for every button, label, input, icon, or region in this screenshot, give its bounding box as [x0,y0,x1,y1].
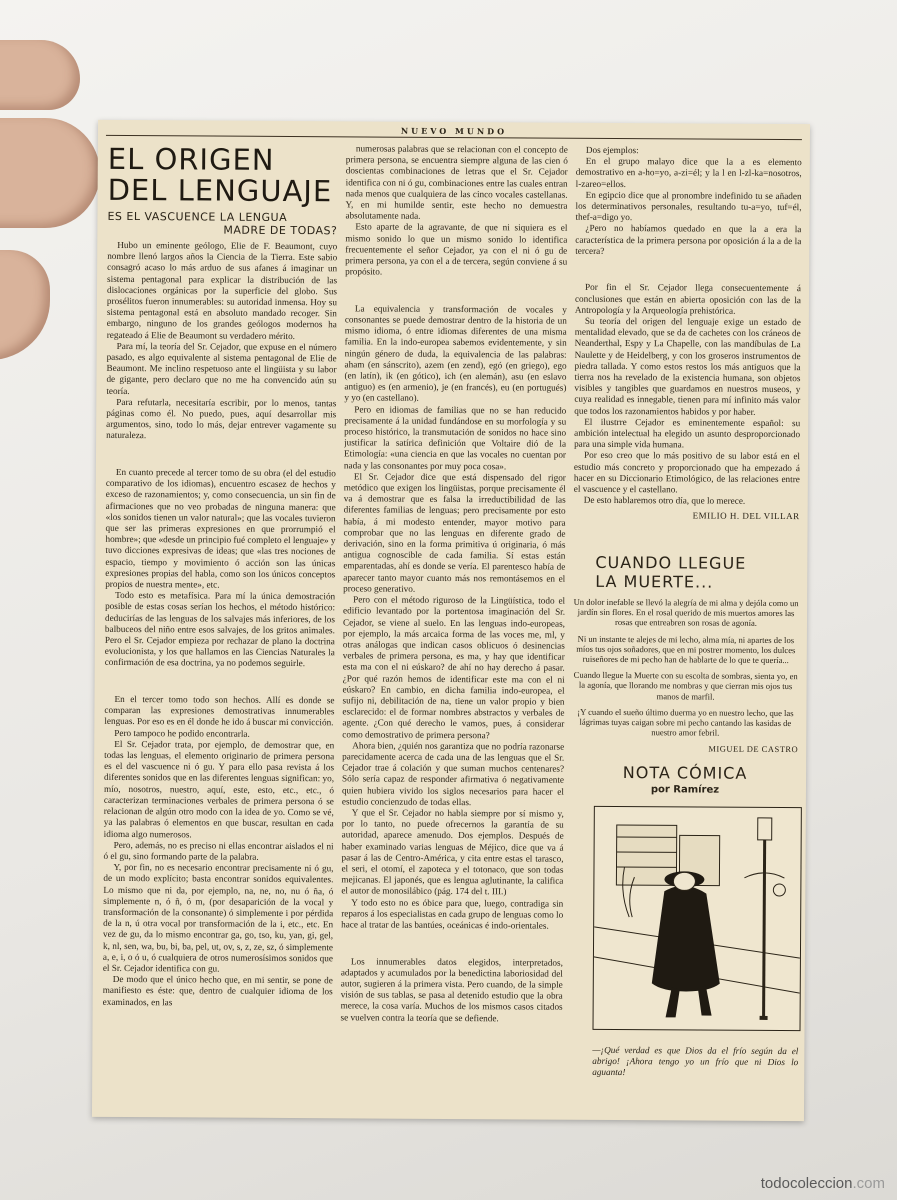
article-column-2 [340,143,568,1114]
comic-drawing [594,807,801,1030]
article-paragraph: El ilustrre Cejador es eminentemente español: su ambición intelectual ha elegido un asunto desproporcionado para una simple vida humana. [574,416,801,450]
finger [0,118,100,228]
article-paragraph: Para refutarla, necesitaría escribir, por lo menos, tantas páginas como él. No puedo, pues, aquí desarrollar mis argumentos, sino, todo lo más, dejar entrever vagamente su naturaleza. [106,396,337,441]
article-title-line: DEL LENGUAJE [107,172,333,209]
paragraph-gap [105,678,335,686]
article-subtitle-line: MADRE DE TODAS? [223,223,338,238]
finger [0,250,50,360]
article-paragraph: En el grupo malayo dice que la a es elemento demostrativo en a-ho=yo, a-zi=él; y la l en l-zl-ka=nosotros, l-zareo=ellos. [575,156,802,189]
article-paragraph: En el tercer tomo todo son hechos. Allí es donde se comparan las expresiones demostrativas innumerables lenguas. Por eso es en él donde he ido á buscar mi convicción. [104,694,335,728]
article-paragraph: Y, por fin, no es necesario encontrar precisamente ni ó gu, de un modo explícito; basta encontrar sonidos equivalentes. Lo mismo que ni da, por ejemplo, na, ne, no, nu ó ña, ó simplemente n, ó ñ, ó m, (por desaparición de la vocal y transformación de la consonante) ó simplemente i por pérdida de la n, ú otra vocal por transformación de la i, etc., etc. En vez de gu, da lo mismo encontrar ga, go, tso, ku, yan, gi, gel, k, nl, sen, wa, bu, bi, ba, pel, ut, ov, s, z, ze, sz, ó simplemente a, e, i, o ó u, ó cualquiera de otros numerosísimos sonidos que el Sr. Cejador identifica con gu. [102,862,334,974]
newspaper-clipping [92,120,810,1121]
article-paragraph: El Sr. Cejador trata, por ejemplo, de demostrar que, en todas las lenguas, el elemento originario de primera persona es el del vascuence ni ó gu. Y para ello pasa revista á los diferentes sonidos que en las diferentes lenguas significan: yo, mío, nosotros, nuestro, aquí, este, esto, etc., etc., ó caracterizan terminaciones verbales de primera persona ó se relacionan de algún otro modo con la idea de yo. Como se vé, ya las palabras ó elementos en que buscar, resultan en cada idioma algo numerosos. [103,738,335,839]
poem [572,551,799,755]
watermark-suffix: .com [852,1175,885,1192]
article-paragraph: En egipcio dice que al pronombre indefinido tu se añaden los determinativos personales, resultando tu-a=yo, tuf=él, thef-a=digo yo. [575,189,802,223]
article-paragraph: ¿Pero no habíamos quedado en que la a era la característica de la primera persona por oposición á la a de la tercera? [575,223,802,256]
poem-title-line: LA MUERTE... [595,571,714,592]
finger [0,40,80,110]
poem-stanza: Un dolor inefable se llevó la alegría de mi alma y dejóla como un jardín sin flores. En el rosal querido de mis muertos amores las rosas que entreabren son rosas de agonía. [573,596,799,629]
article-paragraph: Pero en idiomas de familias que no se han reducido precisamente á la unidad fundándose en su morfología y su proceso histórico, la transmutación de sonidos no hace sino justificar la satírica definición que Voltaire dió de la Etimología: «una ciencia en que las vocales no cuentan por nada y las consonantes por muy poca cosa». [343,404,567,471]
poem-stanza: ¡Y cuando el sueño último duerma yo en nuestro lecho, que las lágrimas tuyas caigan sobre mi pecho cantando las kasidas de nuestro amor febril. [577,706,794,738]
article-paragraph: Por fin el Sr. Cejador llega consecuentemente á conclusiones que están en abierta oposición con las de la Antropología y la Arqueología prehistórica. [574,282,802,316]
article-paragraph: Y que el Sr. Cejador no habla siempre por sí mismo y, por lo tanto, no puede ofrecernos la garantía de su autoridad, aparece amenudo. Dos ejemplos. Después de haber examinado varias lenguas de Méjico, dice que va á pasar á las de Centro-América, y cita entre estas el tarasco, el seri, el otomí, el zapoteca y el totonaco, que son todas mejicanas. El japonés, que es lengua aglutinante, la califica el autor de monosilábico (pág. 174 del t. III.) [341,807,564,897]
article-title [107,141,338,209]
article-column-3 [573,145,802,566]
poem-stanza: Cuando llegue la Muerte con su escolta de sombras, sienta yo, en la agonía, que llorando me nombras y que cierran mis ojos tus manos de marfil. [573,669,798,702]
article-body [341,143,568,1024]
article-paragraph: De modo que el único hecho que, en mi sentir, se pone de manifiesto es éste: que, dentro de cualquier idioma de los examinados, en las [102,974,333,1007]
article-body [103,240,338,1009]
article-body [574,145,802,508]
article-paragraph: Ahora bien, ¿quién nos garantiza que no podría razonarse parecidamente acerca de cada una de las lenguas que el Sr. Cejador trae á colación y que suman muchos centenares? Sólo sería capaz de responder afirmativa ó negativamente quien hubiera vivido los siglos necesarios para hacer el estudio concienzudo de todas ellas. [341,740,565,807]
comic-illustration [593,806,802,1031]
paragraph-gap [345,287,567,295]
paragraph-gap [106,451,336,459]
comic-author: por Ramírez [650,784,720,796]
article-paragraph: Pero tampoco he podido encontrarla. [114,727,250,739]
poem-body [572,597,799,739]
article-subtitle [107,210,337,237]
comic-header [572,763,798,796]
article-column-1 [102,142,338,1113]
article-subtitle-line: ES EL VASCUENCE LA LENGUA [107,209,288,224]
article-paragraph: Para mí, la teoría del Sr. Cejador, que expuse en el número pasado, es algo equivalente al sistema pentagonal de Elie de Beaumont. Me inclino respetuoso ante el lingüista y su labor de gigante, pero declaro que no me ha convencido aún su teoría. [106,340,337,396]
article-paragraph: Los innumerables datos elegidos, interpretados, adaptados y acumulados por la benedictina laboriosidad del autor, sugieren á la primera vista. Pero cuando, de la simple visión de sus tablas, se pasa al detenido estudio que la obra merece, la cosa varía. Muchos de los mismos casos citados se vuelven contra la teoría que se defiende. [340,955,563,1023]
article-title-line: EL ORIGEN [107,141,275,177]
article-paragraph: El Sr. Cejador dice que está dispensado del rigor metódico que exigen los lingüistas, porque precisamente él va á demostrar que es falsa la irreductibilidad de las diferentes familias de lenguas; pero precisamente por esto había, á mi modesto entender, mayor motivo para comprobar que no las lenguas en diferente grado de derivación, sino en la forma primitiva ú originaria, ó más antigua cognoscible de cada familia. Sí estas están emparentadas, ahí es donde se vería. El parentesco había de aparecer tanto mayor cuanto más nos remontásemos en el proceso generativo. [343,471,566,594]
poem-stanza: Ni un instante te alejes de mi lecho, alma mía, ni apartes de los míos tus ojos soñadores, que en mi postrer momento, los dulces ruiseñores de mi pecho han de hablarte de lo que te quería... [576,633,796,666]
article-paragraph: Por eso creo que lo más positivo de su labor está en el estudio más concreto y proporcionado que ha empezado á hacer en su Diccionario Etimológico, de las relaciones entre el vascuence y el castellano. [573,450,801,495]
article-paragraph: numerosas palabras que se relacionan con el concepto de primera persona, se encuentra siempre alguna de las cien ó doscientas combinaciones de letras que el Sr. Cejador identifica con ni ó gu, combinaciones entre las cuales entran nada menos que cualquiera de las cinco vocales castellanas. Y, en mi humilde sentir, este hecho no demuestra absolutamente nada. [345,143,568,222]
article-paragraph: En cuanto precede al tercer tomo de su obra (el del estudio comparativo de los idiomas), encuentro escasez de hechos y exceso de razonamientos; y, como consecuencia, un sin fin de afirmaciones que no veo probadas de ninguna manera: que «los sonidos tienen un valor natural»; que las vocales tuvieron que ser las primeras expresiones en que prorrumpió el hombre»; que «desde un principio fué completo el lenguaje» y tuvo dicciones expresivas de ideas; que «las tres nociones de espacio, tiempo y movimiento ó acción son las únicas expresiones propias del habla, como son los únicos conceptos propios de nuestra mente», etc. [105,466,336,590]
article-paragraph: Hubo un eminente geólogo, Elie de F. Beaumont, cuyo nombre llenó largos años la Ciencia de la Tierra. Este sabio consagró acaso lo más arduo de sus afanes á imaginar un sistema pentagonal para explicar la distribución de las dislocaciones orgánicas por la superficie del globo. Sus prosélitos fueron innumerables: su autoridad inmensa. Hoy su sistema pentagonal está en absoluto mandado recoger. Sin embargo, ninguno de los grandes geólogos modernos ha regateado á Elie de Beaumont su verdadero mérito. [106,239,338,341]
watermark [761,1175,885,1192]
paragraph-gap [575,266,801,274]
article-byline: EMILIO H. DEL VILLAR [692,510,800,522]
masthead: NUEVO MUNDO [400,125,508,137]
article-paragraph: Todo esto es metafísica. Para mí la única demostración posible de estas cosas serían los hechos, el método histórico: deducirías de las lenguas de los salvajes más inferiores, de los balbuceos del niño entre esos salvajes, de los gritos animales. Pero el Sr. Cejador empieza por rechazar de plano la doctrina evolucionista, y los que hallamos en las Ciencias Naturales la confirmación de esa doctrina, ya no podemos seguirle. [104,590,336,669]
paragraph-gap [341,940,563,948]
comic-caption: —¡Qué verdad es que Dios da el frío según da el abrigo! ¡Ahora tengo yo un frío que ni Dios lo aguanta! [592,1044,799,1078]
article-paragraph: De esto hablaremos otro día, que lo merece. [583,495,746,507]
article-paragraph: Su teoría del origen del lenguaje exige un estado de mentalidad elevado, que se da de cachetes con los cráneos de Neanderthal, Espy y La Chapelle, con las mandíbulas de La Naulette y de Heidelberg, y con los groseros instrumentos de piedra tallada. Y como estos restos los más antiguos que la tierra nos ha revelado de la existencia humana, son objetos visibles y tangibles que guardamos en nuestros museos, y cuya realidad es innegable, tienen para mí infinito más valor que todos los razonamientos habidos y por haber. [574,315,801,417]
article-paragraph: Y todo esto no es óbice para que, luego, contradiga sin reparos á los especialistas en cada grupo de lenguas como lo hace al tratar de las bantúes, oceánicas é indo-orientales. [341,896,564,931]
watermark-brand: todocoleccion [760,1175,853,1192]
article-paragraph: Esto aparte de la agravante, de que ni siquiera es el mismo sonido lo que un mismo sonido lo identifica frecuentemente el señor Cejador, ya con el ni ó gu de primera persona, ya con el a de tercera, según conviene á su propósito. [345,221,568,277]
poem-title [595,553,799,592]
poem-author: MIGUEL DE CASTRO [708,744,799,755]
comic-title: NOTA CÓMICA [622,763,748,783]
article-paragraph: La equivalencia y transformación de vocales y consonantes se puede demostrar dentro de la historia de un mismo idioma, ó entre idiomas diferentes de una misma familia. En la indo-europea sabemos evidentemente, y sin ningún género de duda, la equivalencia de las palabras: aham (en sánscrito), azem (en zend), egó (en griego), ego (en latín), ik (en gótico), ich (en alemán), asu (en eslavo antiguo) es (en armenio), je (en francés), eu (en portugués) y yo (en castellano). [344,303,567,404]
article-paragraph: Pero con el método riguroso de la Lingüística, todo el edificio levantado por la portentosa imaginación del Sr. Cejador, se viene al suelo. En las lenguas indo-europeas, por ejemplo, la más arcaica forma de las voces me, ml, y otras análogas que indican casos oblicuos ó desinencias verbales de primera persona, es ma, y hay que identificar esta ma con el ni eúskaro? de ahí no hay derecho á pasar. ¿Por qué razón hemos de identificar este ma con el ni eúskaro? En cambio, en dicha familia indo-europea, el sufijo ni, debilitación de na, tiene un valor propio y bien esclarecido: el de formar nombres abstractos y verbales de agente. ¿Con qué derecho le vamos, pues, á considerar como demostrativo de primera persona? [342,594,566,740]
article-paragraph: Pero, además, no es preciso ni ellas encontrar aislados el ni ó el gu, sino formando parte de la palabra. [103,839,334,862]
poem-title-line: CUANDO LLEGUE [595,552,747,573]
article-paragraph: Dos ejemplos: [585,144,639,156]
